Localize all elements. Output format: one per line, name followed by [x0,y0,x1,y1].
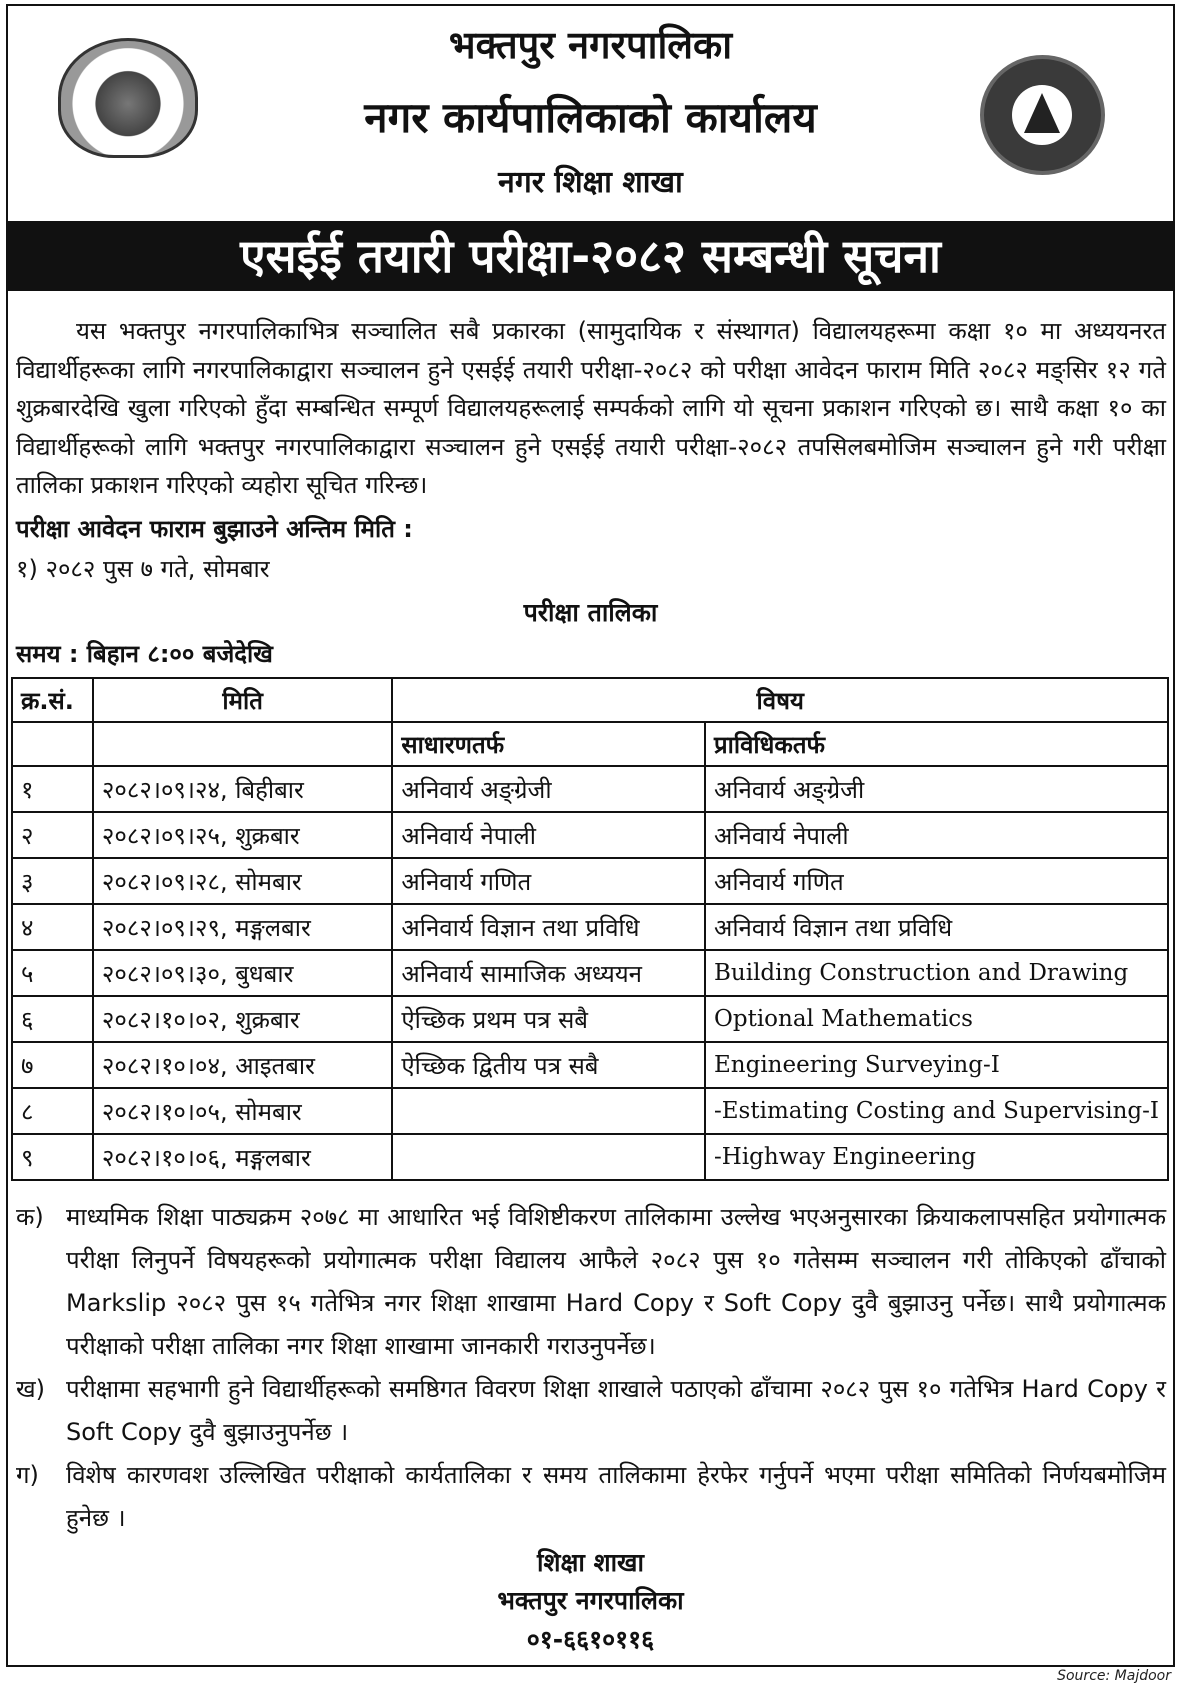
note-text: माध्यमिक शिक्षा पाठ्यक्रम २०७८ मा आधारित भई विशिष्टीकरण तालिकामा उल्लेख भएअनुसारका क्रियाकलापसहित प्रयोगात्मक परीक्षा लिनुपर्ने विषयहरूको प्रयोगात्मक परीक्षा विद्यालय आफैले २०८२ पुस १० गतेसम्म सञ्चालन गरी तोकिएको ढाँचाको Markslip २०८२ पुस १५ गतेभित्र नगर शिक्षा शाखामा Hard Copy र Soft Copy दुवै बुझाउनु पर्नेछ। साथै प्रयोगात्मक परीक्षाको परीक्षा तालिका नगर शिक्षा शाखामा जानकारी गराउनुपर्नेछ। [66,1203,1166,1360]
cell-date: २०८२।०९।३०, बुधबार [93,950,392,996]
schedule-title: परीक्षा तालिका [523,598,658,627]
cell-sn: २ [12,812,93,858]
deadline-label: परीक्षा आवेदन फाराम बुझाउने अन्तिम मिति : [16,515,413,543]
cell-sn: १ [12,766,93,812]
note-text: परीक्षामा सहभागी हुने विद्यार्थीहरूको समष्ठिगत विवरण शिक्षा शाखाले पठाएको ढाँचामा २०८२ पुस १० गतेभित्र Hard Copy र Soft Copy दुवै बुझाउनुपर्नेछ । [66,1375,1166,1446]
cell-sn: ८ [12,1088,93,1134]
cell-date: २०८२।१०।०४, आइतबार [93,1042,392,1088]
table-row [12,812,1168,858]
deadline-date: १) २०८२ पुस ७ गते, सोमबार [16,555,270,583]
table-row [12,996,1168,1042]
cell-technical: Optional Mathematics [705,996,1168,1042]
exam-time: समय : बिहान ८:०० बजेदेखि [16,640,273,668]
header-general: साधारणतर्फ [392,722,705,766]
cell-sn: ७ [12,1042,93,1088]
note-key: ख) [16,1375,45,1403]
cell-sn: ३ [12,858,93,904]
section-name: नगर शिक्षा शाखा [498,165,683,200]
cell-technical: -Estimating Costing and Supervising-I [705,1088,1168,1134]
table-row [12,1134,1168,1180]
cell-technical: Engineering Surveying-I [705,1042,1168,1088]
cell-general [392,1088,705,1134]
note-key: क) [16,1203,44,1231]
intro-text: यस भक्तपुर नगरपालिकाभित्र सञ्चालित सबै प्रकारका (सामुदायिक र संस्थागत) विद्यालयहरूमा कक्षा १० मा अध्ययनरत विद्यार्थीहरूका लागि नगरपालिकाद्वारा सञ्चालन हुने एसईई तयारी परीक्षा-२०८२ को परीक्षा आवेदन फाराम मिति २०८२ मङ्सिर १२ गते शुक्रबारदेखि खुला गरिएको हुँदा सम्बन्धित सम्पूर्ण विद्यालयहरूलाई सम्पर्कको लागि यो सूचना प्रकाशन गरिएको छ। साथै कक्षा १० का विद्यार्थीहरूको लागि भक्तपुर नगरपालिकाद्वारा सञ्चालन हुने एसईई तयारी परीक्षा-२०८२ तपसिलबमोजिम सञ्चालन हुने गरी परीक्षा तालिका प्रकाशन गरिएको व्यहोरा सूचित गरिन्छ। [16,317,1166,499]
table-row [12,904,1168,950]
table-row [12,766,1168,812]
header-date: मिति [93,678,392,722]
cell-general: अनिवार्य नेपाली [392,812,705,858]
cell-date: २०८२।०९।२८, सोमबार [93,858,392,904]
intro-paragraph [16,312,1166,505]
cell-date: २०८२।०९।२९, मङ्गलबार [93,904,392,950]
note-item [16,1368,1166,1454]
cell-general: अनिवार्य अङ्ग्रेजी [392,766,705,812]
cell-date: २०८२।१०।०५, सोमबार [93,1088,392,1134]
note-item [16,1454,1166,1540]
cell-technical: अनिवार्य नेपाली [705,812,1168,858]
signature-section: शिक्षा शाखा [537,1548,644,1577]
header-sn: क्र.सं. [12,678,93,722]
cell-general: ऐच्छिक द्वितीय पत्र सबै [392,1042,705,1088]
table-row [12,1042,1168,1088]
cell-technical: अनिवार्य विज्ञान तथा प्रविधि [705,904,1168,950]
note-item [16,1196,1166,1368]
table-subheader-row [12,722,1168,766]
notice-title: एसईई तयारी परीक्षा-२०८२ सम्बन्धी सूचना [8,221,1173,291]
table-header-row [12,678,1168,722]
header-technical: प्राविधिकतर्फ [705,722,1168,766]
note-text: विशेष कारणवश उल्लिखित परीक्षाको कार्यतालिका र समय तालिकामा हेरफेर गर्नुपर्ने भएमा परीक्षा समितिको निर्णयबमोजिम हुनेछ । [66,1461,1166,1532]
table-row [12,858,1168,904]
exam-schedule-table [11,677,1169,1181]
cell-date: २०८२।१०।०२, शुक्रबार [93,996,392,1042]
cell-general: ऐच्छिक प्रथम पत्र सबै [392,996,705,1042]
cell-general [392,1134,705,1180]
cell-sn: ४ [12,904,93,950]
cell-date: २०८२।०९।२४, बिहीबार [93,766,392,812]
cell-date: २०८२।१०।०६, मङ्गलबार [93,1134,392,1180]
cell-technical: अनिवार्य अङ्ग्रेजी [705,766,1168,812]
cell-sn: ५ [12,950,93,996]
cell-sn: ९ [12,1134,93,1180]
cell-technical: -Highway Engineering [705,1134,1168,1180]
note-key: ग) [16,1461,39,1489]
cell-general: अनिवार्य गणित [392,858,705,904]
cell-technical: अनिवार्य गणित [705,858,1168,904]
table-row [12,1088,1168,1134]
cell-date: २०८२।०९।२५, शुक्रबार [93,812,392,858]
cell-general: अनिवार्य विज्ञान तथा प्रविधि [392,904,705,950]
header-subject: विषय [392,678,1168,722]
table-row [12,950,1168,996]
cell-technical: Building Construction and Drawing [705,950,1168,996]
signature-municipality: भक्तपुर नगरपालिका [497,1586,684,1615]
municipality-name: भक्तपुर नगरपालिका [448,23,733,67]
notes-list [16,1196,1166,1540]
signature-phone: ०१-६६१०११६ [526,1625,655,1654]
cell-sn: ६ [12,996,93,1042]
office-name: नगर कार्यपालिकाको कार्यालय [364,93,817,142]
cell-general: अनिवार्य सामाजिक अध्ययन [392,950,705,996]
source-credit: Source: Majdoor [1057,1668,1171,1684]
